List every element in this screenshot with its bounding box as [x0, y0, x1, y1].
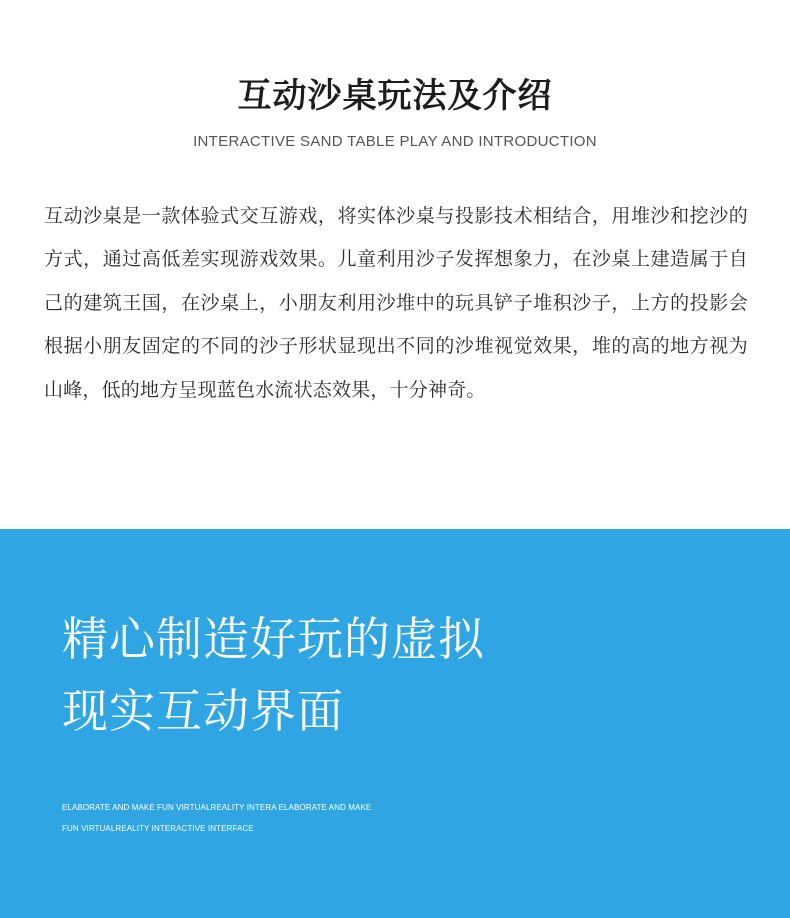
intro-paragraph: 互动沙桌是一款体验式交互游戏，将实体沙桌与投影技术相结合，用堆沙和挖沙的方式，通过高低差实现游戏效果。儿童利用沙子发挥想象力，在沙桌上建造属于自己的建筑王国，在沙桌上，小朋友利用沙堆中的玩具铲子堆积沙子，上方的投影会根据小朋友固定的不同的沙子形状显现出不同的沙堆视觉效果，堆的高的地方视为山峰，低的地方呈现蓝色水流状态效果，十分神奇。 — [44, 205, 748, 401]
banner-section — [0, 529, 790, 918]
banner-caption — [62, 797, 382, 839]
banner-headline-line-2: 现实互动界面 — [62, 684, 344, 738]
section-subtitle: INTERACTIVE SAND TABLE PLAY AND INTRODUCTION — [193, 133, 597, 150]
banner-headline — [62, 603, 762, 747]
banner-caption-line-2: FUN VIRTUALREALITY INTERACTIVE INTERFACE — [62, 824, 254, 833]
banner-headline-line-1: 精心制造好玩的虚拟 — [62, 612, 485, 666]
section-title: 互动沙桌玩法及介绍 — [237, 76, 553, 116]
banner-caption-line-1: ELABORATE AND MAKE FUN VIRTUALREALITY INTERA ELABORATE AND MAKE — [62, 803, 372, 812]
